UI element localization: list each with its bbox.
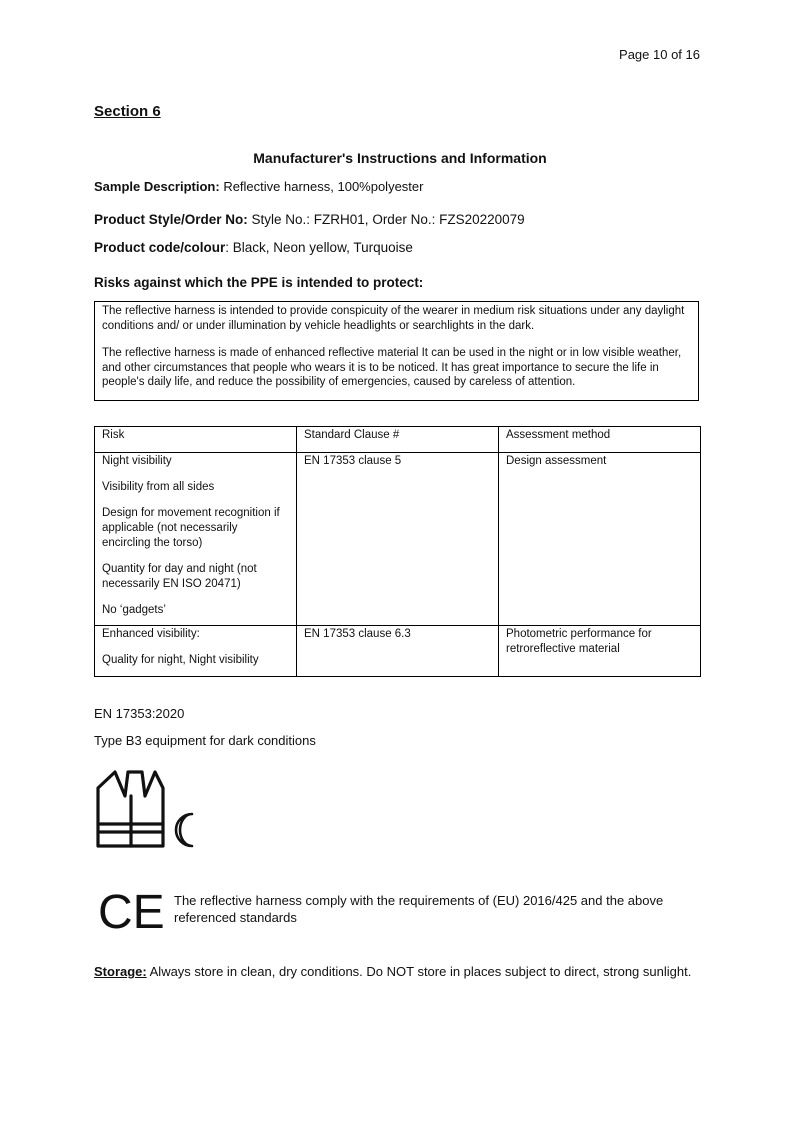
storage-instructions (94, 963, 704, 980)
risk-item: Enhanced visibility: (102, 628, 200, 640)
risk-item: Design for movement recognition if applicable (not necessarily encircling the torso) (102, 507, 280, 549)
standard-reference: EN 17353:2020 (94, 706, 185, 721)
risks-heading: Risks against which the PPE is intended to protect: (94, 275, 424, 290)
table-header-clause: Standard Clause # (297, 427, 499, 453)
vest-pictogram-icon (95, 768, 205, 852)
table-cell-method: Photometric performance for retroreflective material (499, 626, 701, 677)
storage-text: Always store in clean, dry conditions. Do NOT store in places subject to direct, strong sunlight. (146, 964, 692, 979)
ce-compliance-statement: The reflective harness comply with the requirements of (EU) 2016/425 and the above referenced standards (174, 893, 664, 925)
table-header-risk: Risk (95, 427, 297, 453)
ce-mark-text: CE (98, 886, 165, 939)
sample-description-label: Sample Description: (94, 179, 220, 194)
table-cell-clause: EN 17353 clause 6.3 (297, 626, 499, 677)
equipment-type: Type B3 equipment for dark conditions (94, 733, 316, 748)
table-cell-method: Design assessment (499, 453, 701, 626)
sample-description-value: Reflective harness, 100%polyester (219, 179, 424, 194)
table-row (95, 453, 701, 626)
crescent-moon-icon (176, 814, 192, 846)
table-cell-risk (95, 453, 297, 626)
section-title: Section 6 (94, 103, 161, 120)
product-code-colour (94, 240, 413, 255)
page-number: Page 10 of 16 (619, 47, 700, 62)
risks-paragraph: The reflective harness is intended to provide conspicuity of the wearer in medium risk situations under any daylight conditions and/ or under illumination by vehicle headlights or searchlights in the dark. (102, 305, 685, 332)
risk-item: Quantity for day and night (not necessarily EN ISO 20471) (102, 563, 257, 590)
risk-item: Visibility from all sides (102, 481, 215, 493)
table-row (95, 626, 701, 677)
product-code-colour-label: Product code/colour (94, 240, 226, 255)
product-style-order-label: Product Style/Order No: (94, 212, 248, 227)
table-header-row (95, 427, 701, 453)
page-heading: Manufacturer's Instructions and Information (253, 150, 547, 166)
ce-mark-icon (98, 886, 165, 939)
risks-paragraph: The reflective harness is made of enhanced reflective material It can be used in the night or in low visible weather, and other circumstances that people who wears it is to be noticed. It has great importance to secure the life in people's daily life, and reduce the possibility of emergencies, caused by careless of attention. (102, 347, 682, 388)
product-style-order-value: Style No.: FZRH01, Order No.: FZS20220079 (247, 212, 525, 227)
table-cell-risk (95, 626, 297, 677)
table-cell-clause: EN 17353 clause 5 (297, 453, 499, 626)
sample-description (94, 179, 423, 194)
table-header-method: Assessment method (499, 427, 701, 453)
product-style-order (94, 212, 525, 227)
storage-label: Storage: (94, 964, 147, 979)
risks-description-box (94, 301, 699, 401)
risk-assessment-table (94, 426, 701, 677)
product-code-colour-value: : Black, Neon yellow, Turquoise (225, 240, 413, 255)
risk-item: Night visibility (102, 455, 172, 467)
risk-item: No ‘gadgets’ (102, 604, 166, 616)
risk-item: Quality for night, Night visibility (102, 654, 259, 666)
